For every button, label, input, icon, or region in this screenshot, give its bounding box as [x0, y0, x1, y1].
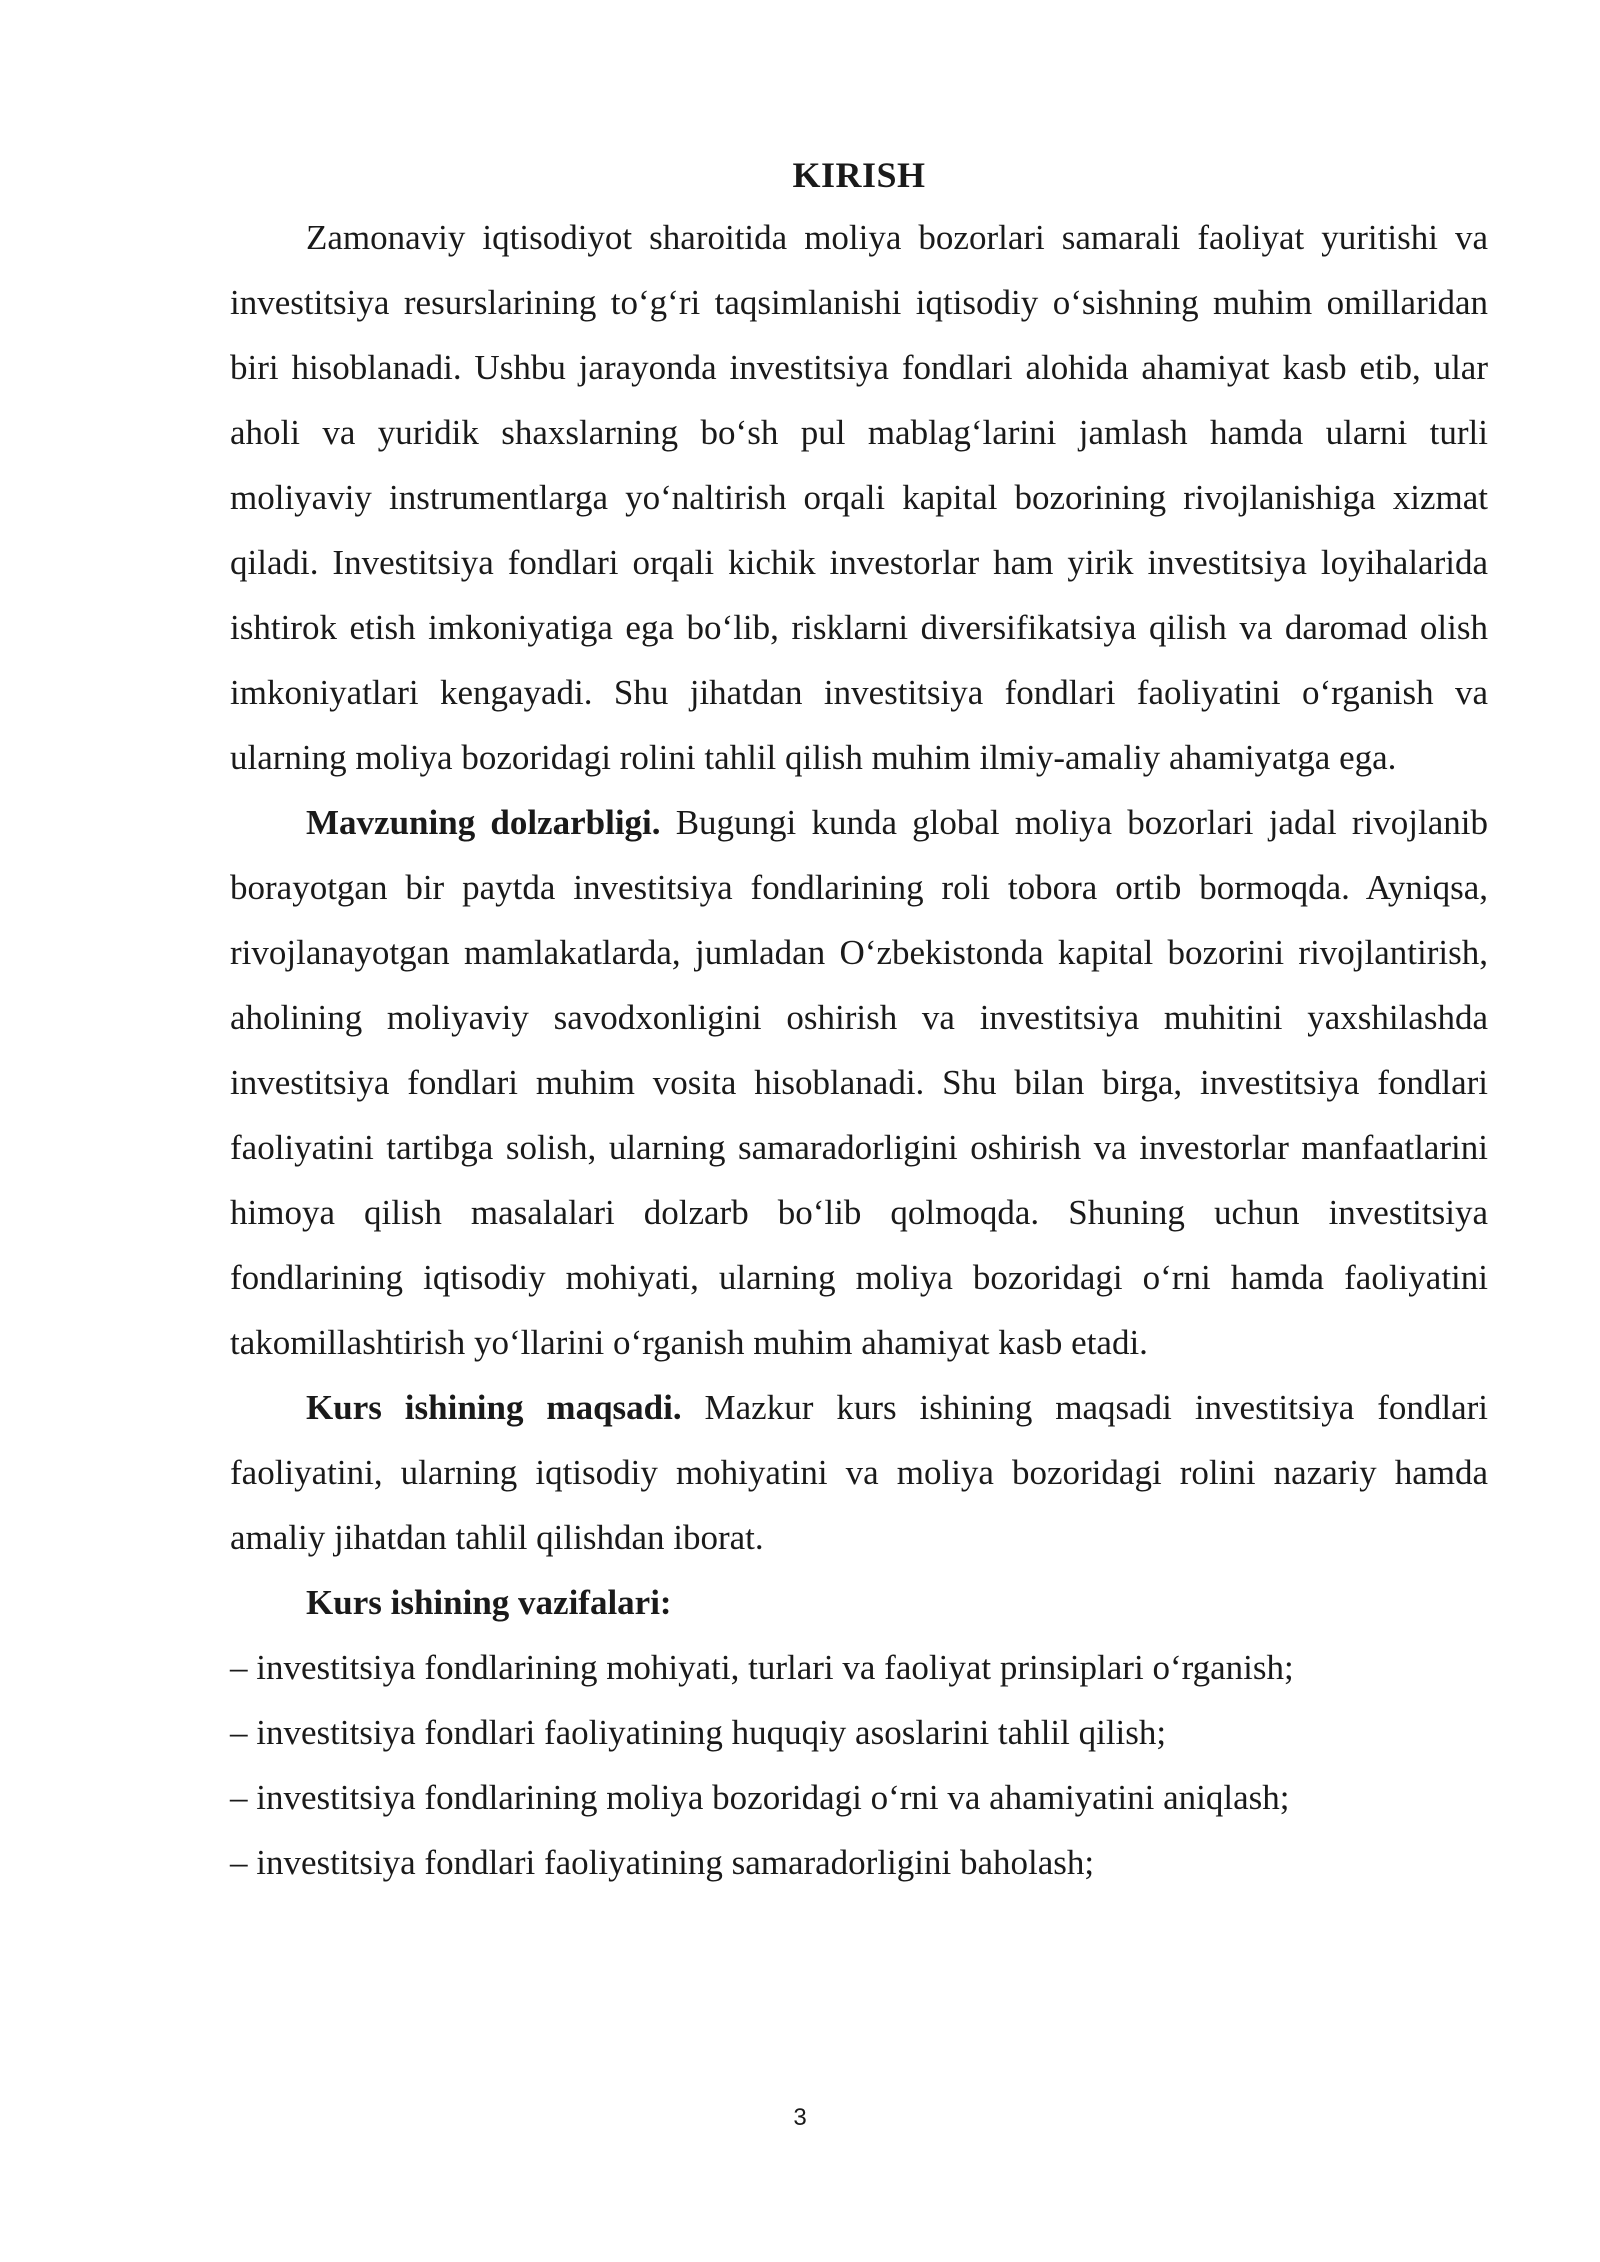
- intro-paragraph: Zamonaviy iqtisodiyot sharoitida moliya bozorlari samarali faoliyat yuritishi va investitsiya resurslarining to‘g‘ri taqsimlanishi iqtisodiy o‘sishning muhim omillaridan biri hisoblanadi. Ushbu jarayonda investitsiya fondlari alohida ahamiyat kasb etib, ular aholi va yuridik shaxslarning bo‘sh pul mablag‘larini jamlash hamda ularni turli moliyaviy instrumentlarga yo‘naltirish orqali kapital bozorining rivojlanishiga xizmat qiladi. Investitsiya fondlari orqali kichik investorlar ham yirik investitsiya loyihalarida ishtirok etish imkoniyatiga ega bo‘lib, risklarni diversifikatsiya qilish va daromad olish imkoniyatlari kengayadi. Shu jihatdan investitsiya fondlari faoliyatini o‘rganish va ularning moliya bozoridagi rolini tahlil qilish muhim ilmiy-amaliy ahamiyatga ega.: [230, 218, 1488, 777]
- task-item: – investitsiya fondlari faoliyatining samaradorligini baholash;: [230, 1843, 1095, 1882]
- page-content: [230, 150, 1488, 1895]
- page-number: 3: [793, 2104, 807, 2131]
- goal-label: Kurs ishining maqsadi.: [306, 1388, 682, 1427]
- relevance-text: Bugungi kunda global moliya bozorlari jadal rivojlanib borayotgan bir paytda investitsiya fondlarining roli tobora ortib bormoqda. Ayniqsa, rivojlanayotgan mamlakatlarda, jumladan O‘zbekistonda kapital bozorini rivojlantirish, aholining moliyaviy savodxonligini oshirish va investitsiya muhitini yaxshilashda investitsiya fondlari muhim vosita hisoblanadi. Shu bilan birga, investitsiya fondlari faoliyatini tartibga solish, ularning samaradorligini oshirish va investorlar manfaatlarini himoya qilish masalalari dolzarb bo‘lib qolmoqda. Shuning uchun investitsiya fondlarining iqtisodiy mohiyati, ularning moliya bozoridagi o‘rni hamda faoliyatini takomillashtirish yo‘llarini o‘rganish muhim ahamiyat kasb etadi.: [230, 803, 1488, 1362]
- tasks-heading: Kurs ishining vazifalari:: [306, 1583, 672, 1622]
- task-item: – investitsiya fondlarining moliya bozoridagi o‘rni va ahamiyatini aniqlash;: [230, 1778, 1290, 1817]
- tasks-list: [230, 1635, 1488, 1895]
- goal-paragraph: [230, 1375, 1488, 1570]
- task-item: – investitsiya fondlari faoliyatining huquqiy asoslarini tahlil qilish;: [230, 1713, 1167, 1752]
- relevance-paragraph: [230, 790, 1488, 1375]
- relevance-label: Mavzuning dolzarbligi.: [306, 803, 661, 842]
- section-heading: KIRISH: [792, 155, 926, 195]
- task-item: – investitsiya fondlarining mohiyati, turlari va faoliyat prinsiplari o‘rganish;: [230, 1648, 1294, 1687]
- goal-text: Mazkur kurs ishining maqsadi investitsiya fondlari faoliyatini, ularning iqtisodiy mohiyatini va moliya bozoridagi rolini nazariy hamda amaliy jihatdan tahlil qilishdan iborat.: [230, 1388, 1488, 1557]
